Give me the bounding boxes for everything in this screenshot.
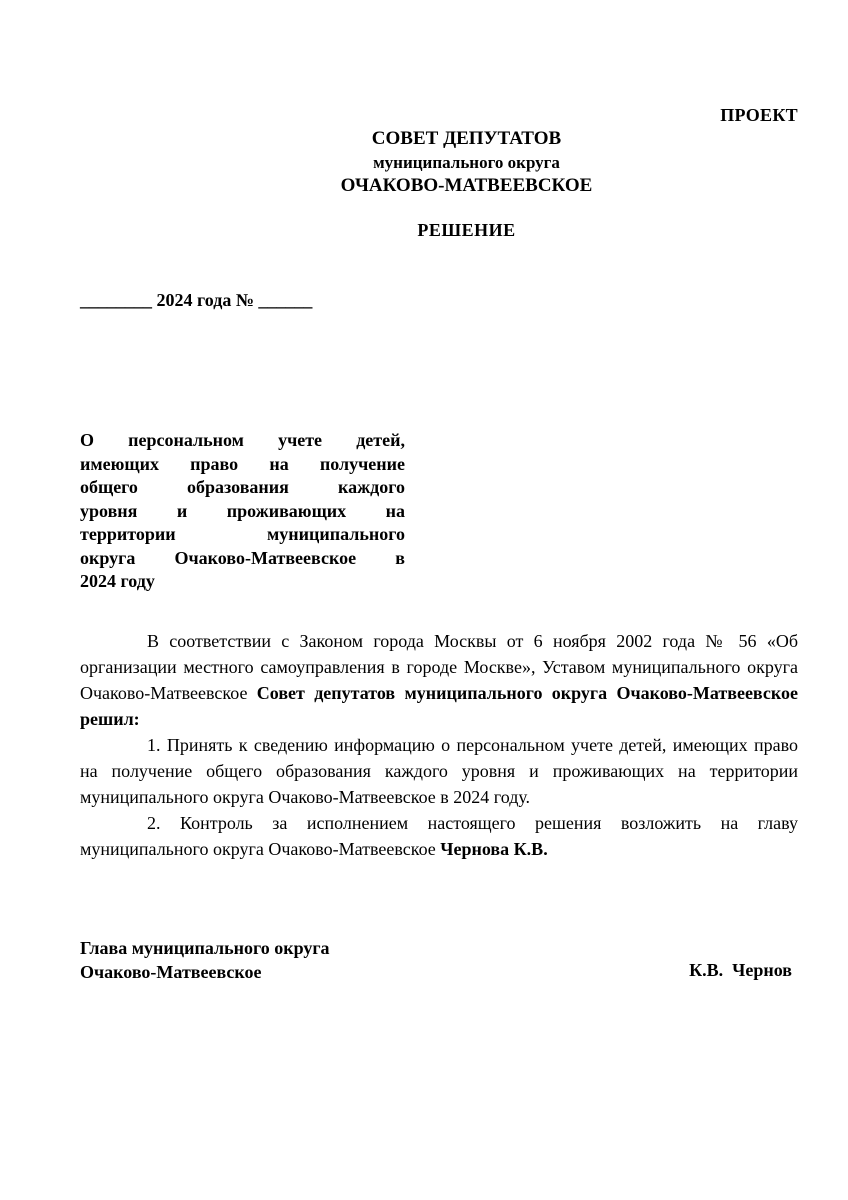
- signer-name: К.В. Чернов: [689, 960, 792, 980]
- council-title: СОВЕТ ДЕПУТАТОВ: [371, 128, 562, 149]
- signature-block: [80, 936, 330, 984]
- signer-title-line-1: Глава муниципального округа: [80, 938, 330, 958]
- district-name: ОЧАКОВО-МАТВЕЕВСКОЕ: [340, 175, 593, 196]
- signer-title-line-2: Очаково-Матвеевское: [80, 962, 262, 982]
- item-1-text: 1. Принять к сведению информацию о персональном учете детей, имеющих право на получение общего образования каждого уровня и проживающих на территории муниципального округа Очаково-Матвеевское в 2024 году.: [80, 735, 798, 807]
- item-1-paragraph: [80, 732, 798, 810]
- municipal-district-line: муниципального округа: [373, 153, 560, 172]
- subject-line: округа Очаково-Матвеевское в: [80, 547, 405, 568]
- subject-line: 2024 году: [80, 571, 155, 591]
- decision-body: [80, 628, 798, 862]
- draft-label: ПРОЕКТ: [720, 105, 798, 125]
- preamble-paragraph: [80, 628, 798, 732]
- decision-subject: [80, 429, 405, 594]
- subject-line: территории муниципального: [80, 524, 405, 544]
- item-2-text: 2. Контроль за исполнением настоящего решения возложить на главу муниципального округа Очаково-Матвеевское: [80, 813, 798, 859]
- date-number-line: ________ 2024 года № ______: [80, 290, 313, 310]
- subject-line: общего образования каждого: [80, 477, 405, 497]
- decision-title: РЕШЕНИЕ: [417, 220, 516, 240]
- item-2-paragraph: [80, 810, 798, 862]
- responsible-person: Чернова К.В.: [440, 839, 548, 859]
- preamble-text: В соответствии с Законом города Москвы от 6 ноября 2002 года № 56 «Об организации местного самоуправления в городе Москве», Уставом муниципального округа Очаково-Матвеевское: [80, 631, 798, 703]
- council-resolved-text: Совет депутатов муниципального округа Очаково-Матвеевское решил:: [80, 683, 798, 729]
- subject-line: уровня и проживающих на: [80, 500, 405, 521]
- subject-line: имеющих право на получение: [80, 453, 405, 474]
- subject-line: О персональном учете детей,: [80, 430, 405, 450]
